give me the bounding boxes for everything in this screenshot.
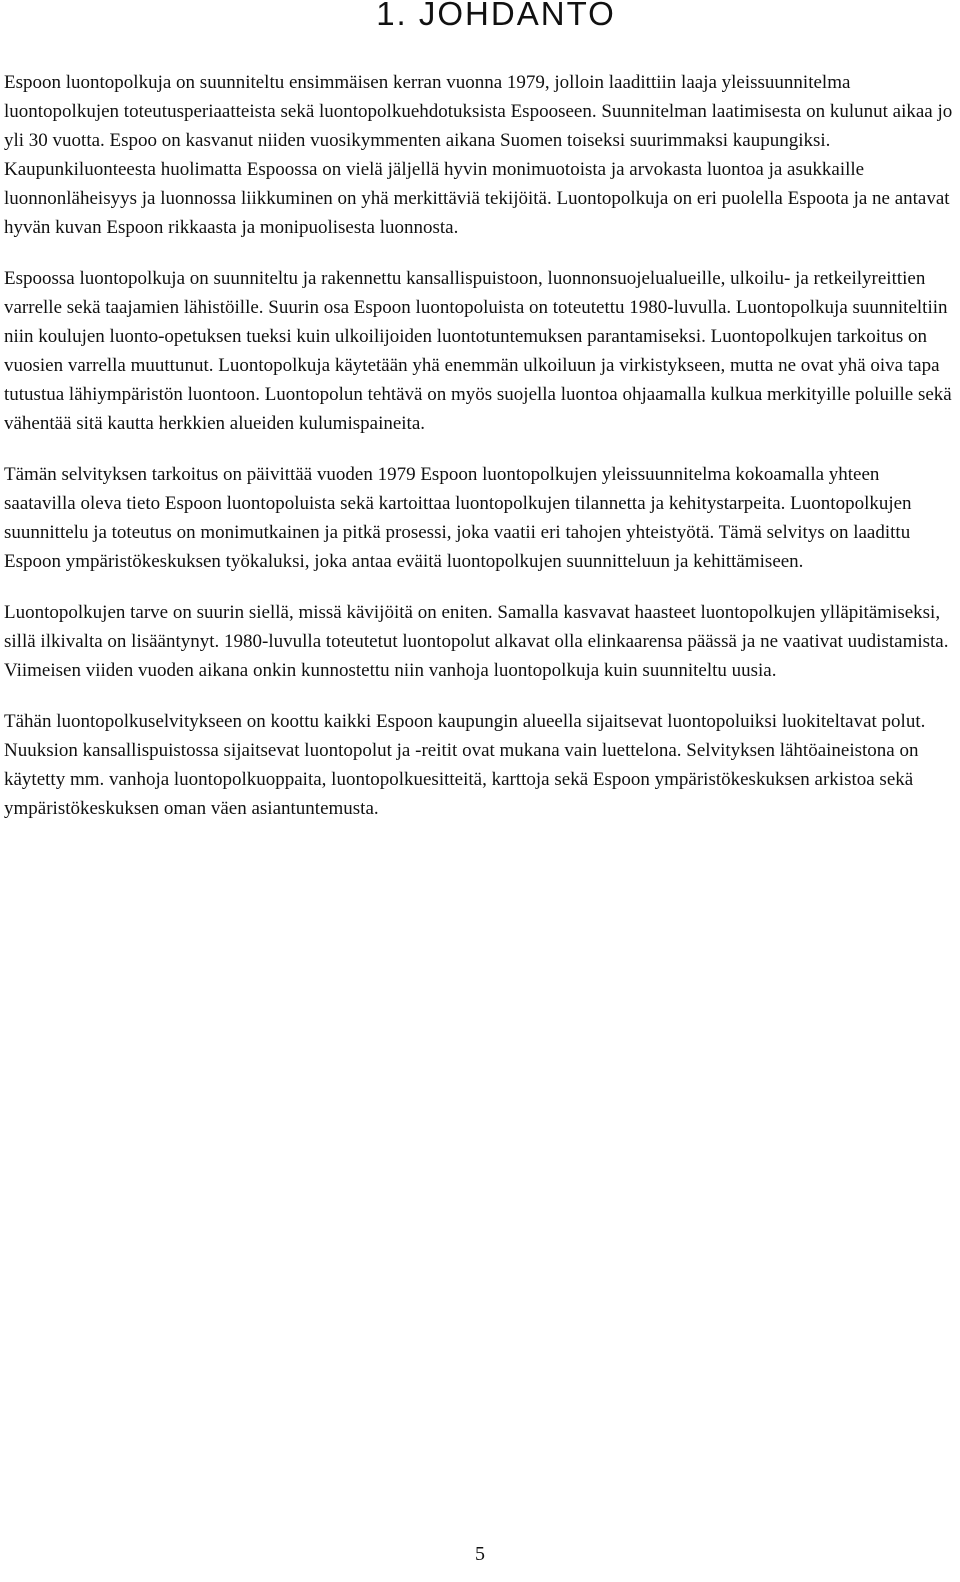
page-number: 5 (475, 1543, 485, 1565)
document-body (4, 68, 954, 845)
paragraph-purpose: Tämän selvityksen tarkoitus on päivittää vuoden 1979 Espoon luontopolkujen yleissuunnitelma kokoamalla yhteen saatavilla oleva tieto Espoon luontopoluista sekä kartoittaa luontopolkujen tilannetta ja kehitystarpeita. Luontopolkujen suunnittelu ja toteutus on monimutkainen ja pitkä prosessi, joka vaatii eri tahojen yhteistyötä. Tämä selvitys on laadittu Espoon ympäristökeskuksen työkaluksi, joka antaa eväitä luontopolkujen suunnitteluun ja kehittämiseen. (4, 464, 912, 572)
paragraph-needs: Luontopolkujen tarve on suurin siellä, missä kävijöitä on eniten. Samalla kasvavat haasteet luontopolkujen ylläpitämiseksi, sillä ilkivalta on lisääntynyt. 1980-luvulla toteutetut luontopolut alkavat olla elinkaarensa päässä ja ne vaativat uudistamista. Viimeisen viiden vuoden aikana onkin kunnostettu niin vanhoja luontopolkuja kuin suunniteltu uusia. (4, 602, 949, 681)
paragraph-history: Espoossa luontopolkuja on suunniteltu ja rakennettu kansallispuistoon, luonnonsuojelualueille, ulkoilu- ja retkeilyreittien varrelle sekä taajamien lähistöille. Suurin osa Espoon luontopoluista on toteutettu 1980-luvulla. Luontopolkuja suunniteltiin niin koulujen luonto-opetuksen tueksi kuin ulkoilijoiden luontotuntemuksen parantamiseksi. Luontopolkujen tarkoitus on vuosien varrella muuttunut. Luontopolkuja käytetään yhä enemmän ulkoiluun ja virkistykseen, mutta ne ovat yhä oiva tapa tutustua lähiympäristön luontoon. Luontopolun tehtävä on myös suojella luontoa ohjaamalla kulkua merkityille poluille sekä vähentää sitä kautta herkkien alueiden kulumispaineita. (4, 268, 952, 434)
paragraph-scope: Tähän luontopolkuselvitykseen on koottu kaikki Espoon kaupungin alueella sijaitsevat luontopoluiksi luokiteltavat polut. Nuuksion kansallispuistossa sijaitsevat luontopolut ja -reitit ovat mukana vain luettelona. Selvityksen lähtöaineistona on käytetty mm. vanhoja luontopolkuoppaita, luontopolkuesitteitä, karttoja sekä Espoon ympäristökeskuksen arkistoa sekä ympäristökeskuksen oman väen asiantuntemusta. (4, 711, 926, 819)
page-title: 1. JOHDANTO (376, 0, 616, 32)
paragraph-intro: Espoon luontopolkuja on suunniteltu ensimmäisen kerran vuonna 1979, jolloin laadittiin laaja yleissuunnitelma luontopolkujen toteutusperiaatteista sekä luontopolkuehdotuksista Espooseen. Suunnitelman laatimisesta on kulunut aikaa jo yli 30 vuotta. Espoo on kasvanut niiden vuosikymmenten aikana Suomen toiseksi suurimmaksi kaupungiksi. Kaupunkiluonteesta huolimatta Espoossa on vielä jäljellä hyvin monimuotoista ja arvokasta luontoa ja asukkaille luonnonläheisyys ja luonnossa liikkuminen on yhä merkittäviä tekijöitä. Luontopolkuja on eri puolella Espoota ja ne antavat hyvän kuvan Espoon rikkaasta ja monipuolisesta luonnosta. (4, 72, 953, 238)
